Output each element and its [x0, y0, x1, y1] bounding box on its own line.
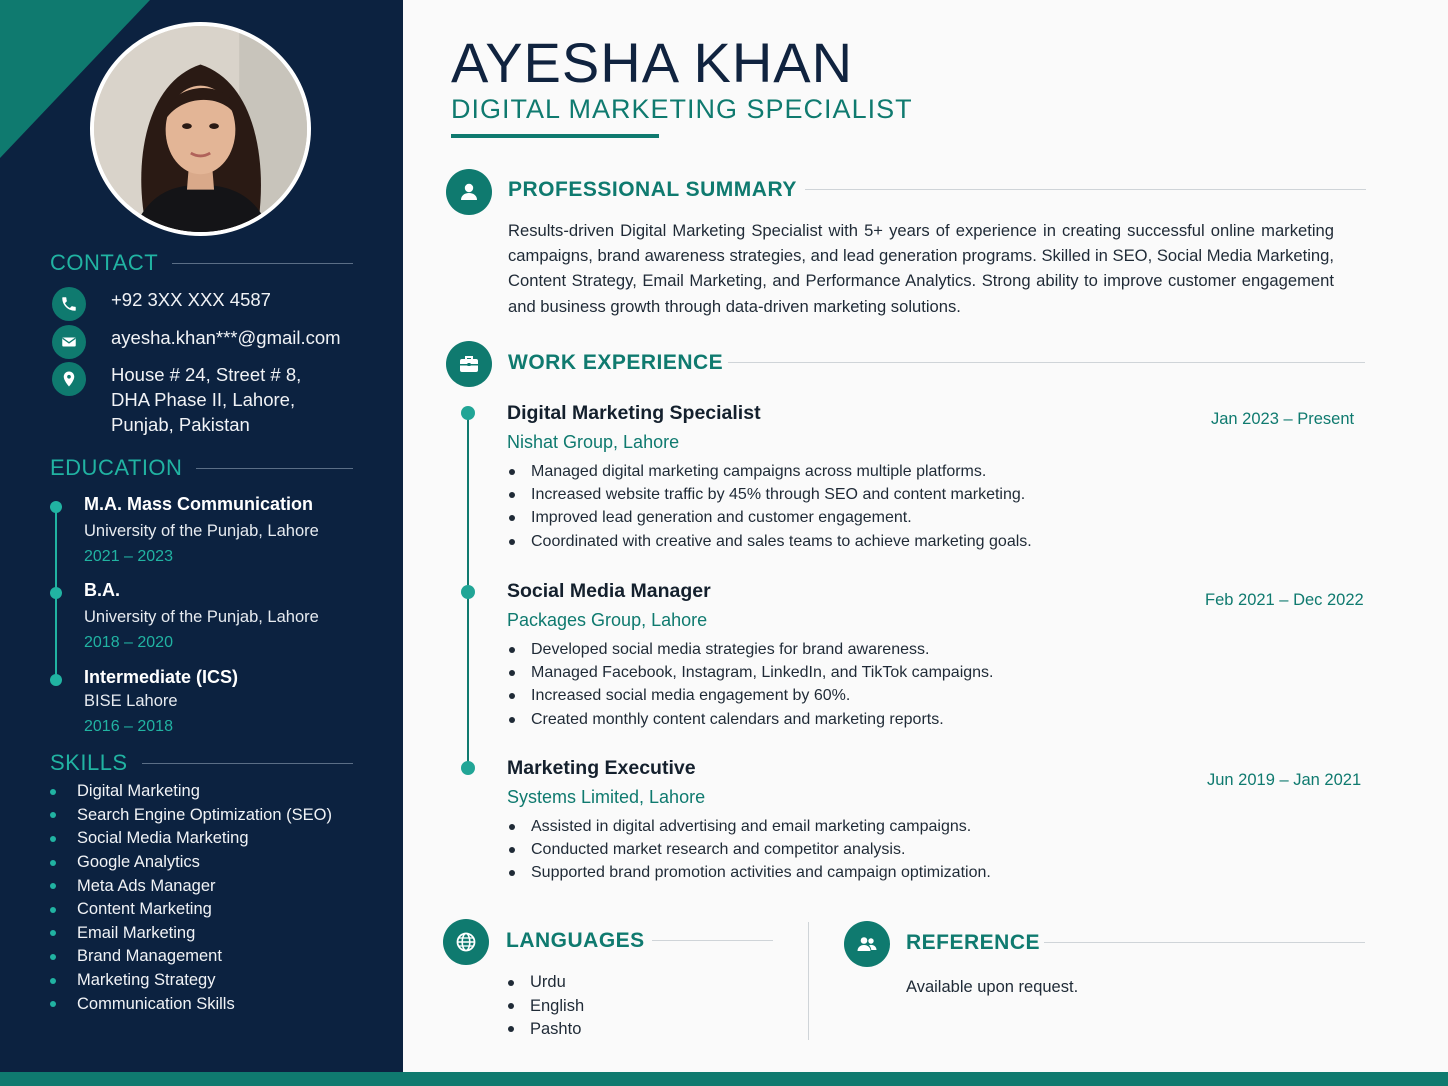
- skills-list: [50, 780, 332, 1016]
- timeline-dot: [461, 585, 475, 599]
- list-item: [50, 922, 332, 946]
- list-item: [506, 994, 584, 1017]
- job-title: Digital Marketing Specialist: [507, 402, 761, 424]
- reference-heading: REFERENCE: [906, 931, 1041, 954]
- skill-text: Search Engine Optimization (SEO): [77, 805, 332, 824]
- summary-heading: PROFESSIONAL SUMMARY: [508, 178, 797, 201]
- list-item: [50, 945, 332, 969]
- skill-text: Digital Marketing: [77, 782, 200, 801]
- job-bullets: [507, 815, 991, 885]
- location-icon: [52, 362, 86, 396]
- bullet-text: Managed digital marketing campaigns across multiple platforms.: [531, 462, 987, 480]
- divider: [172, 263, 353, 264]
- phone-text: +92 3XX XXX 4587: [111, 289, 271, 310]
- job-company: Systems Limited, Lahore: [507, 787, 706, 807]
- divider: [142, 763, 353, 764]
- job-dates: Jun 2019 – Jan 2021: [1207, 771, 1362, 789]
- email-text: ayesha.khan***@gmail.com: [111, 327, 341, 348]
- skill-text: Marketing Strategy: [77, 971, 216, 990]
- years: 2016 – 2018: [84, 718, 173, 735]
- bottom-accent-bar: [0, 1072, 1448, 1086]
- skill-text: Google Analytics: [77, 853, 200, 872]
- title-underline: [451, 134, 659, 138]
- skill-text: Social Media Marketing: [77, 829, 249, 848]
- job-company: Nishat Group, Lahore: [507, 432, 680, 452]
- timeline-dot: [461, 761, 475, 775]
- education-heading: [50, 455, 353, 481]
- language-text: Pashto: [530, 1019, 582, 1038]
- candidate-role: DIGITAL MARKETING SPECIALIST: [451, 94, 913, 124]
- job-title: Marketing Executive: [507, 757, 696, 779]
- list-item: [50, 874, 332, 898]
- summary-text: Results-driven Digital Marketing Specialist with 5+ years of experience in creating successful online marketing campaigns, brand awareness strategies, and lead generation programs. Skilled in SEO, Social Media Marketing, Content Strategy, Email Marketing, and Performance Analytics. Strong ability to improve customer engagement and business growth through data-driven marketing solutions.: [508, 221, 1334, 316]
- bullet-text: Increased social media engagement by 60%.: [531, 687, 851, 705]
- education-heading-text: EDUCATION: [50, 455, 183, 480]
- contact-heading: [50, 250, 353, 276]
- contact-heading-text: CONTACT: [50, 250, 159, 275]
- bullet-text: Managed Facebook, Instagram, LinkedIn, and TikTok campaigns.: [531, 664, 994, 682]
- list-item: [50, 969, 332, 993]
- job-bullets: [507, 460, 1032, 554]
- list-item: [50, 992, 332, 1016]
- degree: Intermediate (ICS): [84, 667, 239, 687]
- job-dates: Feb 2021 – Dec 2022: [1205, 591, 1364, 609]
- language-text: Urdu: [530, 973, 566, 992]
- skill-text: Email Marketing: [77, 923, 196, 942]
- languages-list: [506, 971, 584, 1041]
- skills-heading: [50, 750, 353, 776]
- job-bullets: [507, 638, 993, 732]
- skill-text: Communication Skills: [77, 994, 235, 1013]
- years: 2018 – 2020: [84, 634, 173, 651]
- languages-heading: LANGUAGES: [506, 929, 645, 952]
- address-line-3: Punjab, Pakistan: [111, 414, 250, 435]
- reference-text: Available upon request.: [906, 978, 1079, 996]
- timeline-dot: [50, 587, 62, 599]
- column-divider: [808, 922, 809, 1040]
- contact-address: [52, 362, 301, 437]
- language-text: English: [530, 996, 585, 1015]
- sidebar: [0, 0, 403, 1086]
- skill-text: Brand Management: [77, 947, 222, 966]
- list-item: [507, 483, 1032, 506]
- contact-phone: [52, 287, 271, 321]
- list-item: [50, 851, 332, 875]
- school: University of the Punjab, Lahore: [84, 608, 319, 626]
- globe-icon: [443, 919, 489, 965]
- list-item: [50, 827, 332, 851]
- degree: M.A. Mass Communication: [84, 494, 314, 514]
- bullet-text: Assisted in digital advertising and email marketing campaigns.: [531, 817, 972, 835]
- contact-email: [52, 325, 341, 359]
- people-icon: [844, 921, 890, 967]
- list-item: [507, 638, 993, 661]
- list-item: [507, 507, 1032, 530]
- main-content: [403, 0, 1448, 1072]
- bullet-text: Developed social media strategies for brand awareness.: [531, 640, 930, 658]
- skills-heading-text: SKILLS: [50, 750, 128, 775]
- experience-heading: WORK EXPERIENCE: [508, 351, 724, 374]
- address-line-2: DHA Phase II, Lahore,: [111, 389, 296, 410]
- timeline-dot: [50, 674, 62, 686]
- divider: [652, 940, 773, 941]
- skill-text: Content Marketing: [77, 900, 212, 919]
- divider: [728, 362, 1365, 363]
- list-item: [50, 804, 332, 828]
- list-item: [507, 862, 991, 885]
- divider: [196, 468, 353, 469]
- list-item: [50, 898, 332, 922]
- briefcase-icon: [446, 341, 492, 387]
- list-item: [507, 815, 991, 838]
- bullet-text: Increased website traffic by 45% through SEO and content marketing.: [531, 486, 1026, 504]
- bullet-text: Improved lead generation and customer engagement.: [531, 509, 912, 527]
- job-company: Packages Group, Lahore: [507, 610, 708, 630]
- job-dates: Jan 2023 – Present: [1211, 410, 1355, 428]
- phone-icon: [52, 287, 86, 321]
- bullet-text: Supported brand promotion activities and campaign optimization.: [531, 864, 991, 882]
- list-item: [507, 708, 993, 731]
- divider: [1044, 942, 1365, 943]
- list-item: [507, 838, 991, 861]
- list-item: [507, 460, 1032, 483]
- candidate-name: AYESHA KHAN: [451, 31, 854, 94]
- school: BISE Lahore: [84, 692, 178, 710]
- timeline-dot: [461, 406, 475, 420]
- email-icon: [52, 325, 86, 359]
- degree: B.A.: [84, 580, 120, 600]
- list-item: [50, 780, 332, 804]
- bullet-text: Conducted market research and competitor analysis.: [531, 841, 906, 859]
- years: 2021 – 2023: [84, 548, 173, 565]
- skill-text: Meta Ads Manager: [77, 876, 216, 895]
- timeline-dot: [50, 501, 62, 513]
- job-title: Social Media Manager: [507, 580, 711, 602]
- list-item: [507, 661, 993, 684]
- list-item: [507, 685, 993, 708]
- address-line-1: House # 24, Street # 8,: [111, 364, 302, 385]
- bullet-text: Created monthly content calendars and marketing reports.: [531, 710, 944, 728]
- school: University of the Punjab, Lahore: [84, 522, 319, 540]
- profile-photo: [90, 22, 311, 236]
- list-item: [506, 971, 584, 994]
- bullet-text: Coordinated with creative and sales teams to achieve marketing goals.: [531, 532, 1032, 550]
- divider: [805, 189, 1366, 190]
- list-item: [507, 530, 1032, 553]
- user-icon: [446, 169, 492, 215]
- list-item: [506, 1018, 584, 1041]
